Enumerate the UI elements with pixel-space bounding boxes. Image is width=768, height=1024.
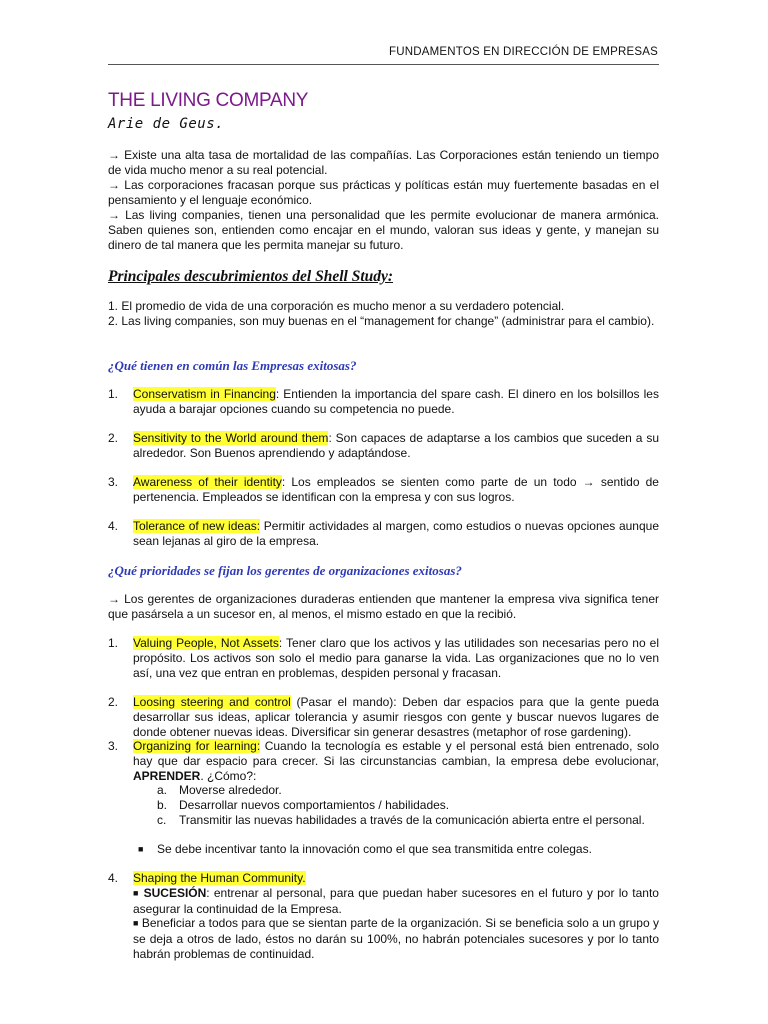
- item-text: Cuando la tecnología es estable y el personal está bien entrenado, solo hay que dar espacio para crecer. Si las circunstancias cambian, la empresa debe evolucionar,: [133, 739, 660, 768]
- author: Arie de Geus.: [108, 116, 225, 132]
- item-number: 1.: [108, 636, 119, 650]
- bullet-bold: SUCESIÓN: [143, 886, 207, 900]
- bullet-text: : entrenar al personal, para que puedan haber sucesores en el futuro y por lo tanto asegurar la continuidad de la Empresa.: [133, 886, 659, 916]
- list-item: [108, 695, 659, 740]
- highlight: Tolerance of new ideas:: [133, 519, 261, 533]
- item-text: Permitir actividades al margen, como estudios o nuevas opciones aunque sean lejanas al giro de la empresa.: [133, 519, 660, 548]
- shell-item-2: 2. Las living companies, son muy buenas en el “management for change” (administrar para el cambio).: [108, 314, 655, 328]
- intro-paragraph-3: → Las living companies, tienen una personalidad que les permite evolucionar de manera armónica. Saben quienes son, entienden como encajar en el mundo, valoran sus ideas y gente, y manejan su dinero de tal manera que les permita manejar su futuro.: [108, 208, 659, 252]
- item-text: : Los empleados se sienten como parte de un todo → sentido de pertenencia. Empleados se identifican con la empresa y con sus logros.: [133, 475, 659, 504]
- bullet-item: Se debe incentivar tanto la innovación como el que sea transmitida entre colegas.: [157, 842, 592, 856]
- list-item: [108, 475, 659, 505]
- item-text: : Son capaces de adaptarse a los cambios que suceden a su alrededor. Son Buenos aprendiendo y adaptándose.: [133, 431, 659, 460]
- item-text-bold: APRENDER: [133, 769, 201, 783]
- letter-marker: b.: [157, 798, 168, 812]
- bullet-glyph: ■: [133, 888, 140, 898]
- list-item: [108, 387, 659, 417]
- highlight: Sensitivity to the World around them: [133, 431, 329, 445]
- list-item: [108, 431, 659, 461]
- bullet-glyph: ■: [133, 918, 139, 928]
- bullet-item: [133, 916, 659, 962]
- letter-item: Moverse alrededor.: [179, 783, 282, 797]
- question-heading-2: ¿Qué prioridades se fijan los gerentes de organizaciones exitosas?: [108, 563, 462, 578]
- highlight: Organizing for learning:: [133, 739, 261, 753]
- shell-study-heading: Principales descubrimientos del Shell Study:: [108, 268, 394, 285]
- list-item: [108, 636, 659, 681]
- bullet-text: Beneficiar a todos para que se sientan parte de la organización. Si se beneficia solo a un grupo y se deja a otros de lado, éstos no darán su 100%, no habrán potenciales sucesores y por lo tanto habrán problemas de continuidad.: [133, 916, 659, 961]
- intro-paragraph-1: → Existe una alta tasa de mortalidad de las compañías. Las Corporaciones están teniendo un tiempo de vida mucho menor a su real potencial.: [108, 148, 659, 177]
- item-number: 1.: [108, 387, 119, 401]
- item-text: : Tener claro que los activos y las utilidades son necesarias pero no el propósito. Los activos son solo el medio para ganarse la vida. Las organizaciones que no lo ven así, una vez que entran en problemas, despiden personal y fracasan.: [133, 636, 659, 680]
- bullet-glyph: ■: [138, 844, 144, 854]
- item-number: 2.: [108, 431, 119, 445]
- shell-item-1: 1. El promedio de vida de una corporación es mucho menor a su verdadero potencial.: [108, 299, 565, 313]
- item-text: . ¿Cómo?:: [200, 769, 257, 783]
- header-rule: [108, 64, 659, 65]
- running-header: FUNDAMENTOS EN DIRECCIÓN DE EMPRESAS: [389, 46, 658, 58]
- question-heading-1: ¿Qué tienen en común las Empresas exitosas?: [108, 358, 357, 373]
- intro-paragraph-2: → Las corporaciones fracasan porque sus prácticas y políticas están muy fuertemente basadas en el pensamiento y el lenguaje económico.: [108, 178, 659, 207]
- highlight: Conservatism in Financing: [133, 387, 276, 401]
- document-title: THE LIVING COMPANY: [108, 90, 309, 111]
- item-text: (Pasar el mando): Deben dar espacios para que la gente pueda desarrollar sus ideas, aplicar tolerancia y asumir riesgos con gente y buscar nuevos lugares de donde obtener nuevas ideas. Diversificar sin generar desastres (metaphor of rose gardening).: [133, 695, 659, 739]
- letter-item: Desarrollar nuevos comportamientos / habilidades.: [179, 798, 450, 812]
- highlight: Awareness of their identity: [133, 475, 282, 489]
- item-number: 3.: [108, 475, 119, 489]
- letter-marker: a.: [157, 783, 168, 797]
- item-number: 2.: [108, 695, 119, 709]
- highlight: Loosing steering and control: [133, 695, 291, 709]
- highlight: Shaping the Human Community.: [133, 871, 306, 885]
- item-text: : Entienden la importancia del spare cash. El dinero en los bolsillos les ayuda a barajar opciones cuando su competencia no puede.: [133, 387, 659, 416]
- item-number: 4.: [108, 871, 119, 885]
- list-item: [108, 739, 659, 784]
- item-number: 4.: [108, 519, 119, 533]
- letter-marker: c.: [157, 813, 167, 827]
- list-item: [108, 871, 659, 886]
- q2-intro: → Los gerentes de organizaciones duraderas entienden que mantener la empresa viva significa tener que pasársela a un sucesor en, al menos, el mismo estado en que la recibió.: [108, 592, 659, 621]
- list-item: [108, 519, 659, 549]
- highlight: Valuing People, Not Assets: [133, 636, 279, 650]
- letter-item: Transmitir las nuevas habilidades a través de la comunicación abierta entre el personal.: [179, 813, 645, 827]
- bullet-item: [133, 886, 659, 917]
- item-number: 3.: [108, 739, 119, 753]
